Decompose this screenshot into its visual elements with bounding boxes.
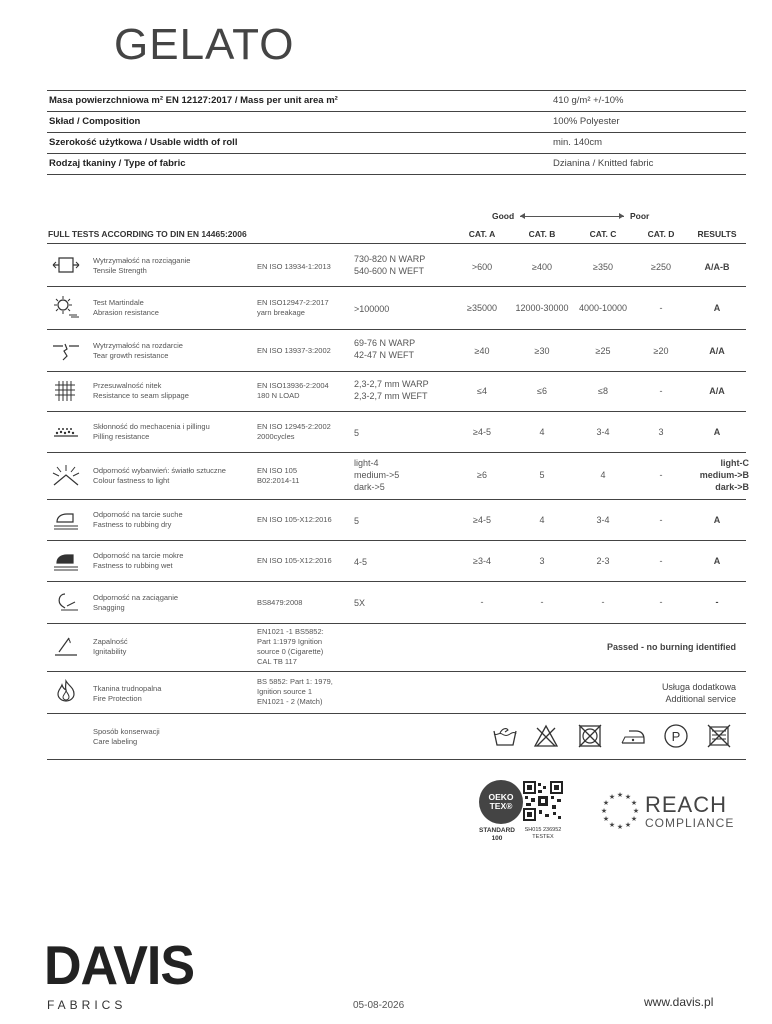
hand-wash-icon <box>492 723 518 749</box>
test-row-light-fastness <box>47 453 749 499</box>
oeko-tex-logo <box>479 780 523 824</box>
test-name <box>93 593 178 613</box>
test-name-pl: Wytrzymałość na rozciąganie <box>93 256 191 265</box>
svg-text:★: ★ <box>602 799 610 807</box>
cert-number <box>512 827 574 841</box>
svg-text:★: ★ <box>608 821 616 829</box>
rubbing-wet-icon <box>51 549 81 573</box>
website-url[interactable]: www.davis.pl <box>644 995 714 1009</box>
spec-row-type <box>47 154 746 175</box>
cat-d-value: - <box>659 386 663 396</box>
test-row-rubbing-wet <box>47 541 746 581</box>
good-poor-scale <box>492 211 652 223</box>
document-date: 05-08-2026 <box>353 1000 405 1011</box>
test-standard-line: EN1021 - 2 (Match) <box>257 697 323 706</box>
test-value-line: 2,3-2,7 mm WARP <box>354 379 429 389</box>
no-wring-icon <box>706 723 732 749</box>
test-standard-line: EN ISO13936-2:2004 <box>257 381 329 390</box>
cat-b-value: 4 <box>539 515 545 525</box>
test-value: 5 <box>354 428 360 438</box>
result-line: medium->B <box>699 470 749 480</box>
test-standard-line: Ignition source 1 <box>257 687 313 696</box>
test-name-en: Tear growth resistance <box>93 351 169 360</box>
test-name <box>93 381 189 401</box>
test-standard: BS8479:2008 <box>257 598 303 607</box>
test-name-pl: Test Martindale <box>93 298 144 307</box>
cat-a-value: ≥6 <box>477 470 487 480</box>
svg-text:★: ★ <box>624 793 632 801</box>
eu-stars-icon <box>600 790 640 830</box>
cat-b-value: ≥400 <box>532 262 552 272</box>
test-name-en: Pilling resistance <box>93 432 150 441</box>
fire-icon <box>51 679 81 703</box>
test-name-en: Fire Protection <box>93 694 142 703</box>
test-name-en: Ignitability <box>93 647 127 656</box>
tear-icon <box>51 338 81 362</box>
test-standard-line: 180 N LOAD <box>257 391 300 400</box>
cat-b-value: ≥30 <box>534 346 550 356</box>
cat-a-value: ≥3-4 <box>473 556 491 566</box>
note-line: Usługa dodatkowa <box>661 682 736 692</box>
svg-text:★: ★ <box>616 791 624 799</box>
test-value-line: 2,3-2,7 mm WEFT <box>354 391 428 401</box>
cat-d-value: ≥250 <box>651 262 671 272</box>
test-standard: EN ISO 13934-1:2013 <box>257 262 331 271</box>
test-name <box>93 341 183 361</box>
page-title: GELATO <box>114 20 295 69</box>
test-value <box>354 457 399 493</box>
result-value: A/A <box>709 346 725 356</box>
seam-slippage-icon <box>51 379 81 403</box>
svg-text:★: ★ <box>602 815 610 823</box>
test-name-pl: Przesuwalność nitek <box>93 381 162 390</box>
test-name <box>93 727 160 747</box>
cat-b-value: 12000-30000 <box>515 303 569 313</box>
cat-b-value: 3 <box>539 556 545 566</box>
test-value <box>354 378 429 402</box>
result-value: A <box>713 427 721 437</box>
test-name <box>93 422 210 442</box>
flammability-icon <box>51 634 81 658</box>
test-standard: EN ISO 105-X12:2016 <box>257 515 332 524</box>
test-name-pl: Odporność na zaciąganie <box>93 593 179 602</box>
cat-c-value: ≤8 <box>598 386 608 396</box>
test-name <box>93 298 159 318</box>
spec-value: Dzianina / Knitted fabric <box>553 158 654 169</box>
test-value <box>354 253 425 277</box>
test-standard-line: B02:2014-11 <box>257 476 300 485</box>
result-value: A/A <box>709 386 725 396</box>
cat-a-value: ≥40 <box>474 346 490 356</box>
rubbing-dry-icon <box>51 508 81 532</box>
cat-a-value: ≥4-5 <box>473 515 491 525</box>
test-value-line: 730-820 N WARP <box>354 254 426 264</box>
test-name-en: Snagging <box>93 603 125 612</box>
tensile-icon <box>51 253 81 277</box>
result-value: A/A-B <box>704 262 730 272</box>
no-bleach-icon <box>533 723 559 749</box>
result-value: - <box>715 597 719 607</box>
scale-arrow <box>520 216 624 217</box>
test-name-en: Colour fastness to light <box>93 476 170 485</box>
spec-label: Szerokość użytkowa / Usable width of roll <box>49 137 238 148</box>
test-row-martindale <box>47 287 746 329</box>
tests-heading: FULL TESTS ACCORDING TO DIN EN 14465:2006 <box>48 229 247 239</box>
svg-text:★: ★ <box>624 821 632 829</box>
cat-c-value: 4 <box>600 470 606 480</box>
note-line: Additional service <box>665 694 736 704</box>
cat-b-value: 5 <box>539 470 545 480</box>
spec-row-width <box>47 133 746 154</box>
cat-b-header: CAT. B <box>528 229 556 239</box>
test-value <box>354 337 415 361</box>
spec-row-mass <box>47 91 746 112</box>
test-standard <box>257 422 331 442</box>
result-value: A <box>713 303 721 313</box>
cat-c-value: - <box>601 597 605 607</box>
cat-d-value: - <box>659 470 663 480</box>
cat-d-value: 3 <box>658 427 664 437</box>
cat-d-value: - <box>659 515 663 525</box>
results-header: RESULTS <box>697 229 737 239</box>
cat-c-header: CAT. C <box>589 229 617 239</box>
tex-text: TEX® <box>489 801 513 811</box>
result-line: dark->B <box>715 482 749 492</box>
test-standard-line: Part 1:1979 Ignition <box>257 637 323 646</box>
cat-d-value: - <box>659 303 663 313</box>
svg-text:★: ★ <box>630 799 638 807</box>
test-value-line: medium->5 <box>354 470 400 480</box>
cat-c-value: 4000-10000 <box>578 303 628 313</box>
martindale-icon <box>51 295 81 319</box>
test-name-pl: Sposób konserwacji <box>93 727 160 736</box>
test-name-en: Abrasion resistance <box>93 308 159 317</box>
cert-line: TESTEX <box>532 834 554 840</box>
test-row-seam-slippage <box>47 372 746 411</box>
test-value-line: 42-47 N WEFT <box>354 350 415 360</box>
test-row-pilling <box>47 412 746 452</box>
spec-label: Skład / Composition <box>49 116 141 127</box>
test-standard <box>257 298 329 318</box>
spec-value: 410 g/m² +/-10% <box>553 95 624 106</box>
pilling-icon <box>51 420 81 444</box>
cert-line: SH015 236952 <box>524 827 562 833</box>
test-standard: EN ISO 13937-3:2002 <box>257 346 331 355</box>
test-name-en: Fastness to rubbing dry <box>93 520 172 529</box>
test-value-line: light-4 <box>354 458 379 468</box>
cat-a-header: CAT. A <box>468 229 496 239</box>
test-name <box>93 256 190 276</box>
test-row-rubbing-dry <box>47 500 746 540</box>
test-value: 5 <box>354 516 360 526</box>
test-standard-line: EN1021 -1 BS5852: <box>257 627 324 636</box>
ignitability-result: Passed - no burning identified <box>606 642 736 652</box>
test-name-pl: Odporność na tarcie suche <box>93 510 183 519</box>
test-name-en: Resistance to seam slippage <box>93 391 189 400</box>
test-value: >100000 <box>354 304 390 314</box>
standard-number: 100 <box>491 835 503 842</box>
test-standard <box>257 466 299 486</box>
cat-d-value: ≥20 <box>653 346 669 356</box>
spec-row-composition <box>47 112 746 133</box>
test-row-ignitability <box>47 624 746 671</box>
svg-text:★: ★ <box>608 793 616 801</box>
test-name-pl: Wytrzymałość na rozdarcie <box>93 341 183 350</box>
test-row-care-labeling <box>47 714 746 759</box>
cat-a-value: ≥4-5 <box>473 427 491 437</box>
reach-logo-text: REACH <box>645 792 728 817</box>
test-row-tensile <box>47 244 746 286</box>
light-fastness-icon <box>51 463 81 487</box>
test-row-fire-protection <box>47 672 746 713</box>
cat-a-value: ≥35000 <box>467 303 497 313</box>
qr-code-icon <box>523 781 563 821</box>
cat-c-value: ≥25 <box>595 346 611 356</box>
test-name-pl: Tkanina trudnopalna <box>93 684 162 693</box>
row-divider <box>47 759 746 760</box>
test-name <box>93 684 161 704</box>
no-tumble-dry-icon <box>577 723 603 749</box>
test-standard <box>257 627 324 667</box>
test-standard-line: 2000cycles <box>257 432 295 441</box>
snagging-icon <box>51 590 81 614</box>
cat-d-header: CAT. D <box>647 229 675 239</box>
test-value-line: dark->5 <box>354 482 385 492</box>
test-standard-line: BS 5852: Part 1: 1979, <box>257 677 333 686</box>
result-line: light-C <box>720 458 749 468</box>
result-value: A <box>713 515 721 525</box>
test-standard-line: EN ISO 105 <box>257 466 298 475</box>
svg-text:★: ★ <box>630 815 638 823</box>
cat-b-value: ≤6 <box>537 386 547 396</box>
test-standard-line: CAL TB 117 <box>257 657 297 666</box>
svg-text:★: ★ <box>616 823 624 830</box>
oeko-text: OEKO <box>488 792 514 802</box>
spec-value: 100% Polyester <box>553 116 620 127</box>
test-row-snagging <box>47 582 746 623</box>
test-name-en: Care labeling <box>93 737 138 746</box>
result-value <box>679 457 749 493</box>
test-name-pl: Odporność wybarwień: światło sztuczne <box>93 466 226 475</box>
cat-c-value: 2-3 <box>596 556 610 566</box>
cat-b-value: 4 <box>539 427 545 437</box>
test-standard <box>257 381 329 401</box>
test-standard-line: EN ISO12947-2:2017 <box>257 298 329 307</box>
cat-d-value: - <box>659 556 663 566</box>
test-name-pl: Odporność na tarcie mokre <box>93 551 184 560</box>
test-value: 4-5 <box>354 557 368 567</box>
test-name <box>93 466 226 486</box>
cat-c-value: 3-4 <box>596 427 610 437</box>
test-standard-line: source 0 (Cigarette) <box>257 647 324 656</box>
test-name-pl: Skłonność do mechacenia i pillingu <box>93 422 210 431</box>
test-row-tear <box>47 330 746 371</box>
standard-text: STANDARD <box>479 827 515 834</box>
test-name <box>93 637 128 657</box>
svg-text:P: P <box>671 729 681 744</box>
iron-low-icon <box>620 723 646 749</box>
cat-c-value: ≥350 <box>593 262 613 272</box>
cat-a-value: >600 <box>471 262 493 272</box>
test-value: 5X <box>354 598 366 608</box>
test-name-pl: Zapalność <box>93 637 128 646</box>
test-name <box>93 551 183 571</box>
test-name <box>93 510 183 530</box>
cat-c-value: 3-4 <box>596 515 610 525</box>
test-standard-line: yarn breakage <box>257 308 305 317</box>
poor-label: Poor <box>630 211 650 221</box>
cat-a-value: - <box>480 597 484 607</box>
good-label: Good <box>492 211 515 221</box>
cat-b-value: - <box>540 597 544 607</box>
spec-label: Rodzaj tkaniny / Type of fabric <box>49 158 186 169</box>
test-standard <box>257 677 333 707</box>
dry-clean-p-icon <box>663 723 689 749</box>
additional-service-note <box>662 681 736 705</box>
svg-text:★: ★ <box>600 807 608 815</box>
test-name-en: Tensile Strength <box>93 266 147 275</box>
test-value-line: 69-76 N WARP <box>354 338 416 348</box>
fabrics-logo-text: FABRICS <box>47 998 127 1012</box>
svg-text:★: ★ <box>632 807 640 815</box>
test-standard: EN ISO 105-X12:2016 <box>257 556 332 565</box>
spec-value: min. 140cm <box>553 137 603 148</box>
test-value-line: 540-600 N WEFT <box>354 266 425 276</box>
compliance-text: COMPLIANCE <box>645 816 735 830</box>
cat-a-value: ≤4 <box>477 386 487 396</box>
test-name-en: Fastness to rubbing wet <box>93 561 173 570</box>
cat-d-value: - <box>659 597 663 607</box>
test-standard-line: EN ISO 12945-2:2002 <box>257 422 331 431</box>
davis-logo: DAVIS <box>44 935 195 997</box>
result-value: A <box>713 556 721 566</box>
spec-label: Masa powierzchniowa m² EN 12127:2017 / Mass per unit area m² <box>49 95 338 106</box>
